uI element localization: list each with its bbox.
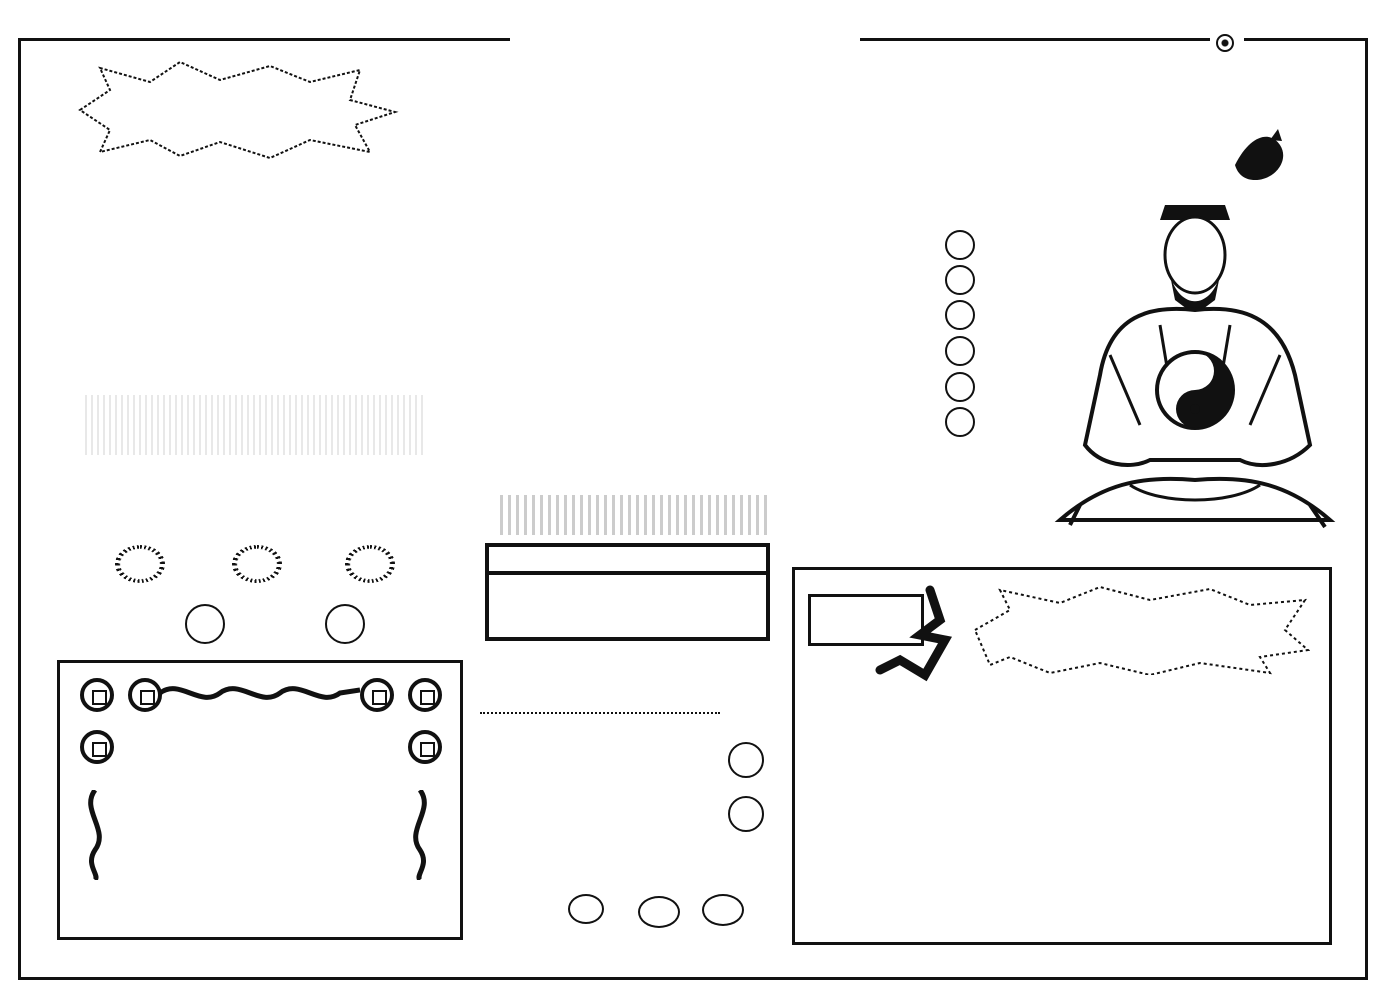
burst-decoration	[970, 585, 1310, 675]
qimen-number	[945, 265, 975, 295]
note-strip	[85, 395, 425, 455]
provide-number	[568, 894, 604, 924]
edition-label	[1210, 34, 1244, 52]
new-spring-number	[232, 545, 282, 583]
coin-icon	[360, 678, 394, 712]
special-number	[325, 604, 365, 644]
coin-icon	[80, 678, 114, 712]
new-spring-number	[115, 545, 165, 583]
today-number	[728, 796, 764, 832]
coin-icon	[80, 730, 114, 764]
coin-icon	[128, 678, 162, 712]
qimen-number	[945, 336, 975, 366]
vine-decoration	[405, 790, 435, 880]
divider	[480, 712, 720, 716]
flower-icon	[1216, 34, 1234, 52]
rooster-icon	[1235, 129, 1283, 180]
burst-decoration	[70, 60, 400, 160]
brush-stroke-decoration	[870, 580, 970, 690]
snake-decoration	[160, 678, 360, 708]
qimen-number	[945, 230, 975, 260]
sage-illustration	[1040, 125, 1340, 535]
coin-icon	[408, 678, 442, 712]
abacus-shading	[500, 495, 770, 535]
qimen-number	[945, 372, 975, 402]
abacus-illustration	[485, 543, 770, 643]
coin-icon	[408, 730, 442, 764]
qimen-number	[945, 300, 975, 330]
today-number	[728, 742, 764, 778]
new-spring-number	[345, 545, 395, 583]
masthead	[510, 18, 860, 66]
provide-number	[638, 896, 680, 928]
vine-decoration	[80, 790, 110, 880]
provide-number	[702, 894, 744, 926]
special-number	[185, 604, 225, 644]
qimen-number	[945, 407, 975, 437]
